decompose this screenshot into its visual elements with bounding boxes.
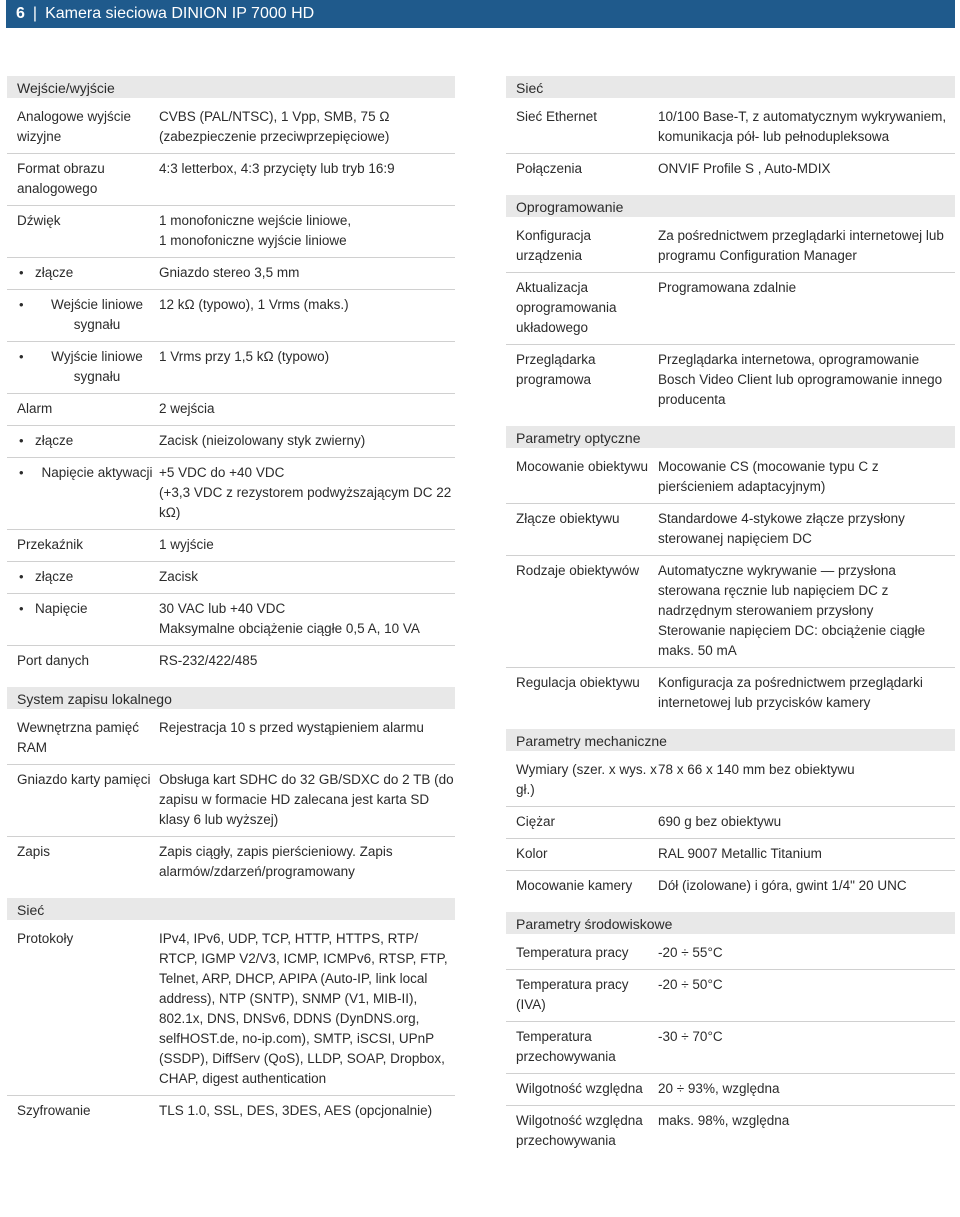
section-title: Parametry mechaniczne [506,729,955,751]
spec-section [7,687,455,888]
spec-label: Złącze obiektywu [516,511,620,526]
spec-section [7,898,455,1127]
spec-value: 4:3 letterbox, 4:3 przycięty lub tryb 16:9 [159,161,395,176]
spec-label: Ciężar [516,814,556,829]
spec-label: Temperatura pracy [516,945,629,960]
spec-row [506,839,955,871]
spec-value: 2 wejścia [159,401,215,416]
spec-row [7,102,455,154]
spec-value: 12 kΩ (typowo), 1 Vrms (maks.) [159,297,349,312]
section-title: Sieć [7,898,455,920]
spec-label: Konfiguracja urządzenia [516,228,592,263]
spec-value: 30 VAC lub +40 VDC Maksymalne obciążenie ciągłe 0,5 A, 10 VA [159,601,420,636]
spec-section [506,912,955,1157]
spec-value: maks. 98%, względna [658,1113,790,1128]
spec-section [506,729,955,902]
spec-value: Automatyczne wykrywanie — przysłona sterowana ręcznie lub napięciem DC z nadrzędnym sterowaniem przysłony Sterowanie napięciem DC: obciążenie ciągłe maks. 50 mA [658,563,926,658]
spec-section [506,195,955,416]
spec-row [7,394,455,426]
spec-row [506,807,955,839]
spec-label: • złącze [7,431,159,451]
spec-value: Przeglądarka internetowa, oprogramowanie Bosch Video Client lub oprogramowanie innego producenta [658,352,943,407]
spec-label: Przekaźnik [17,537,84,552]
spec-row [506,1022,955,1074]
spec-label: Szyfrowanie [17,1103,91,1118]
spec-row [7,713,455,765]
section-title: Sieć [506,76,955,98]
spec-value: 20 ÷ 93%, względna [658,1081,780,1096]
spec-label: Sieć Ethernet [516,109,598,124]
spec-value: Rejestracja 10 s przed wystąpieniem alarmu [159,720,424,735]
spec-value: -20 ÷ 50°C [658,977,723,992]
spec-label: Mocowanie kamery [516,878,633,893]
section-title: Parametry optyczne [506,426,955,448]
spec-label: Port danych [17,653,90,668]
spec-value: 78 x 66 x 140 mm bez obiektywu [658,762,855,777]
document-title: Kamera sieciowa DINION IP 7000 HD [45,5,315,22]
spec-value: 690 g bez obiektywu [658,814,782,829]
spec-value: Za pośrednictwem przeglądarki internetowej lub programu Configuration Manager [658,228,944,263]
spec-label: • Napięcie aktywacji [7,463,159,523]
spec-value: 1 monofoniczne wejście liniowe, 1 monofoniczne wyjście liniowe [159,213,352,248]
spec-value: Obsługa kart SDHC do 32 GB/SDXC do 2 TB (do zapisu w formacie HD zalecana jest karta SD klasy 6 lub wyższej) [159,772,454,827]
spec-row [7,562,455,594]
spec-row [506,556,955,668]
spec-value: IPv4, IPv6, UDP, TCP, HTTP, HTTPS, RTP/ RTCP, IGMP V2/V3, ICMP, ICMPv6, RTSP, FTP, Telnet, ARP, DHCP, APIPA (Auto-IP, link local address), NTP (SNTP), SNMP (V1, MIB-II), 802.1x, DNS, DNSv6, DDNS (DynDNS.org, selfHOST.de, no-ip.com), SMTP, iSCSI, UPnP (SSDP), DiffServ (QoS), LLDP, SOAP, Dropbox, CHAP, digest authentication [159,931,448,1086]
spec-value: Zacisk [159,569,199,584]
spec-row [506,452,955,504]
spec-label: Format obrazu analogowego [17,161,105,196]
spec-value: RS-232/422/485 [159,653,258,668]
spec-section [506,76,955,185]
spec-label: Wewnętrzna pamięć RAM [17,720,140,755]
spec-row [7,530,455,562]
spec-row [506,345,955,416]
spec-row [506,871,955,902]
spec-value: Zacisk (nieizolowany styk zwierny) [159,433,366,448]
spec-row [506,154,955,185]
spec-row [506,938,955,970]
spec-label: Analogowe wyjście wizyjne [17,109,132,144]
spec-value: Programowana zdalnie [658,280,797,295]
section-title: Oprogramowanie [506,195,955,217]
section-title: Wejście/wyjście [7,76,455,98]
spec-row [7,924,455,1096]
right-column [506,76,955,1167]
spec-row [506,1106,955,1157]
spec-label: • złącze [7,567,159,587]
spec-row [7,837,455,888]
spec-label: Przeglądarka programowa [516,352,596,387]
spec-row [506,668,955,719]
spec-row [7,342,455,394]
spec-row [506,102,955,154]
spec-row [506,1074,955,1106]
spec-value: TLS 1.0, SSL, DES, 3DES, AES (opcjonalnie) [159,1103,433,1118]
spec-value: Standardowe 4-stykowe złącze przysłony sterowanej napięciem DC [658,511,905,546]
spec-value: +5 VDC do +40 VDC (+3,3 VDC z rezystorem podwyższającym DC 22 kΩ) [159,465,452,520]
spec-label: • Napięcie [7,599,159,639]
spec-row [7,765,455,837]
header-separator: | [32,5,38,22]
spec-value: 1 Vrms przy 1,5 kΩ (typowo) [159,349,330,364]
spec-label: • Wyjście liniowe sygnału [7,347,159,387]
spec-value: Gniazdo stereo 3,5 mm [159,265,300,280]
spec-label: Gniazdo karty pamięci [17,772,151,787]
spec-value: Zapis ciągły, zapis pierścieniowy. Zapis alarmów/zdarzeń/programowany [159,844,393,879]
spec-label: Kolor [516,846,548,861]
spec-label: Zapis [17,844,51,859]
spec-label: Wilgotność względna [516,1081,643,1096]
section-title: Parametry środowiskowe [506,912,955,934]
spec-value: ONVIF Profile S , Auto-MDIX [658,161,831,176]
spec-value: Mocowanie CS (mocowanie typu C z pierścieniem adaptacyjnym) [658,459,879,494]
spec-label: Aktualizacja oprogramowania układowego [516,280,617,335]
spec-label: Rodzaje obiektywów [516,563,640,578]
spec-label: Połączenia [516,161,583,176]
spec-value: 10/100 Base-T, z automatycznym wykrywaniem, komunikacja pół- lub pełnodupleksowa [658,109,947,144]
spec-label: Regulacja obiektywu [516,675,640,690]
spec-value: Dół (izolowane) i góra, gwint 1/4" 20 UNC [658,878,907,893]
spec-label: Dźwięk [17,213,61,228]
spec-label: • złącze [7,263,159,283]
section-title: System zapisu lokalnego [7,687,455,709]
spec-row [506,504,955,556]
page-header [6,0,955,28]
spec-value: Konfiguracja za pośrednictwem przeglądarki internetowej lub przycisków kamery [658,675,923,710]
spec-label: • Wejście liniowe sygnału [7,295,159,335]
spec-row [7,290,455,342]
spec-row [506,221,955,273]
spec-row [7,646,455,677]
spec-label: Wilgotność względna przechowywania [516,1113,643,1148]
spec-row [7,206,455,258]
left-column [7,76,455,1137]
spec-value: -30 ÷ 70°C [658,1029,723,1044]
spec-row [7,458,455,530]
spec-label: Temperatura przechowywania [516,1029,616,1064]
spec-value: 1 wyjście [159,537,214,552]
spec-label: Protokoły [17,931,74,946]
spec-label: Alarm [17,401,53,416]
spec-label: Wymiary (szer. x wys. x gł.) [516,762,657,797]
spec-row [7,154,455,206]
spec-value: -20 ÷ 55°C [658,945,723,960]
spec-value: RAL 9007 Metallic Titanium [658,846,822,861]
spec-row [506,755,955,807]
spec-row [506,970,955,1022]
spec-section [7,76,455,677]
spec-value: CVBS (PAL/NTSC), 1 Vpp, SMB, 75 Ω (zabezpieczenie przeciwprzepięciowe) [159,109,390,144]
spec-row [7,594,455,646]
spec-row [506,273,955,345]
spec-row [7,1096,455,1127]
spec-label: Mocowanie obiektywu [516,459,649,474]
spec-section [506,426,955,719]
page-number: 6 [16,5,25,22]
spec-row [7,426,455,458]
spec-label: Temperatura pracy (IVA) [516,977,629,1012]
spec-row [7,258,455,290]
